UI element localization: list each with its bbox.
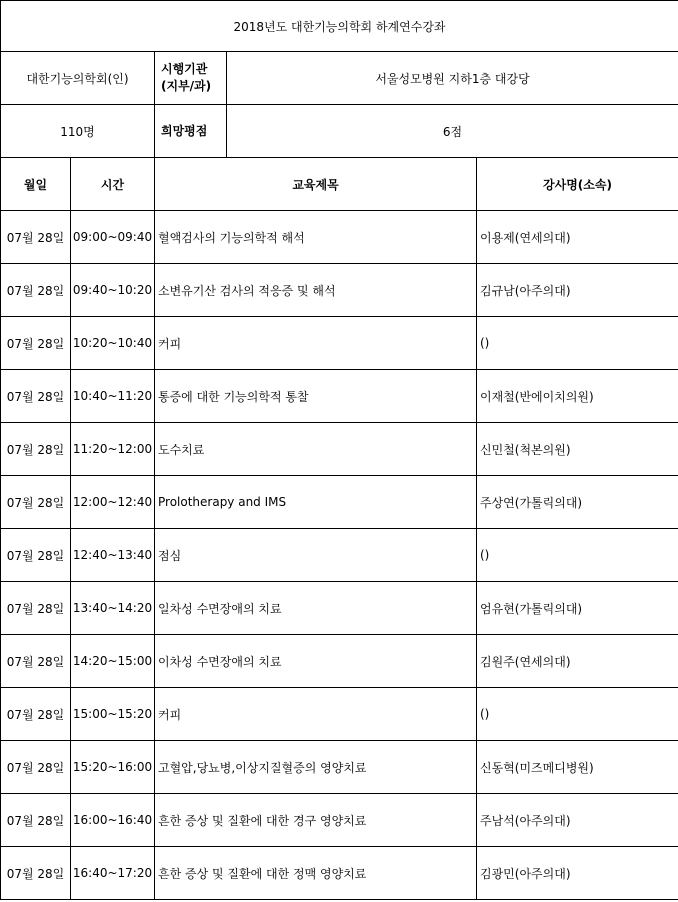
row-time: 15:20~16:00 [71,741,155,794]
row-time: 09:40~10:20 [71,264,155,317]
row-date: 07월 28일 [1,847,71,900]
table-row [1,211,678,264]
table-row [1,741,678,794]
row-subject: 점심 [155,529,477,582]
row-date: 07월 28일 [1,741,71,794]
row-lecturer: 이용제(연세의대) [477,211,678,264]
row-lecturer: 주상연(가톨릭의대) [477,476,678,529]
row-date: 07월 28일 [1,317,71,370]
row-lecturer: 김규남(아주의대) [477,264,678,317]
table-row [1,688,678,741]
header-time: 시간 [71,158,155,211]
header-date: 월일 [1,158,71,211]
table-row [1,476,678,529]
table-row [1,317,678,370]
row-subject: 혈액검사의 기능의학적 해석 [155,211,477,264]
page-title: 2018년도 대한기능의학회 하계연수강좌 [1,1,678,52]
row-subject: 커피 [155,317,477,370]
row-lecturer: 김광민(아주의대) [477,847,678,900]
row-date: 07월 28일 [1,211,71,264]
row-lecturer: 신민철(척본의원) [477,423,678,476]
row-date: 07월 28일 [1,688,71,741]
row-subject: 흔한 증상 및 질환에 대한 경구 영양치료 [155,794,477,847]
row-date: 07월 28일 [1,370,71,423]
row-subject: 고혈압,당뇨병,이상지질혈증의 영양치료 [155,741,477,794]
row-date: 07월 28일 [1,794,71,847]
table-row [1,794,678,847]
table-row [1,635,678,688]
row-subject: Prolotherapy and IMS [155,476,477,529]
venue-cell: 서울성모병원 지하1층 대강당 [227,52,678,105]
attendees-cell: 110명 [1,105,155,158]
row-subject: 커피 [155,688,477,741]
score-cell: 6점 [227,105,678,158]
row-lecturer: () [477,529,678,582]
row-date: 07월 28일 [1,529,71,582]
table-row [1,264,678,317]
row-date: 07월 28일 [1,423,71,476]
table-row [1,370,678,423]
row-subject: 일차성 수면장애의 치료 [155,582,477,635]
row-time: 10:20~10:40 [71,317,155,370]
row-lecturer: 신동혁(미즈메디병원) [477,741,678,794]
venue-label-line2: (지부/과) [161,79,212,93]
row-time: 11:20~12:00 [71,423,155,476]
venue-label [155,52,227,105]
row-time: 12:40~13:40 [71,529,155,582]
row-lecturer: 주남석(아주의대) [477,794,678,847]
table-row [1,847,678,900]
row-subject: 통증에 대한 기능의학적 통찰 [155,370,477,423]
row-lecturer: 이재철(반에이치의원) [477,370,678,423]
venue-label-line1: 시행기관 [161,62,208,76]
row-time: 16:00~16:40 [71,794,155,847]
table-row [1,423,678,476]
row-lecturer: () [477,317,678,370]
header-subject: 교육제목 [155,158,477,211]
row-time: 10:40~11:20 [71,370,155,423]
row-time: 16:40~17:20 [71,847,155,900]
row-subject: 도수치료 [155,423,477,476]
row-time: 12:00~12:40 [71,476,155,529]
header-lecturer: 강사명(소속) [477,158,678,211]
row-lecturer: 김원주(연세의대) [477,635,678,688]
organizer-cell: 대한기능의학회(인) [1,52,155,105]
score-label: 희망평점 [155,105,227,158]
row-lecturer: () [477,688,678,741]
table-row [1,529,678,582]
row-date: 07월 28일 [1,476,71,529]
row-date: 07월 28일 [1,264,71,317]
row-time: 09:00~09:40 [71,211,155,264]
row-time: 14:20~15:00 [71,635,155,688]
row-time: 15:00~15:20 [71,688,155,741]
row-lecturer: 엄유현(가톨릭의대) [477,582,678,635]
row-subject: 이차성 수면장애의 치료 [155,635,477,688]
table-row [1,582,678,635]
row-date: 07월 28일 [1,635,71,688]
row-subject: 흔한 증상 및 질환에 대한 정맥 영양치료 [155,847,477,900]
row-subject: 소변유기산 검사의 적응증 및 해석 [155,264,477,317]
row-date: 07월 28일 [1,582,71,635]
row-time: 13:40~14:20 [71,582,155,635]
